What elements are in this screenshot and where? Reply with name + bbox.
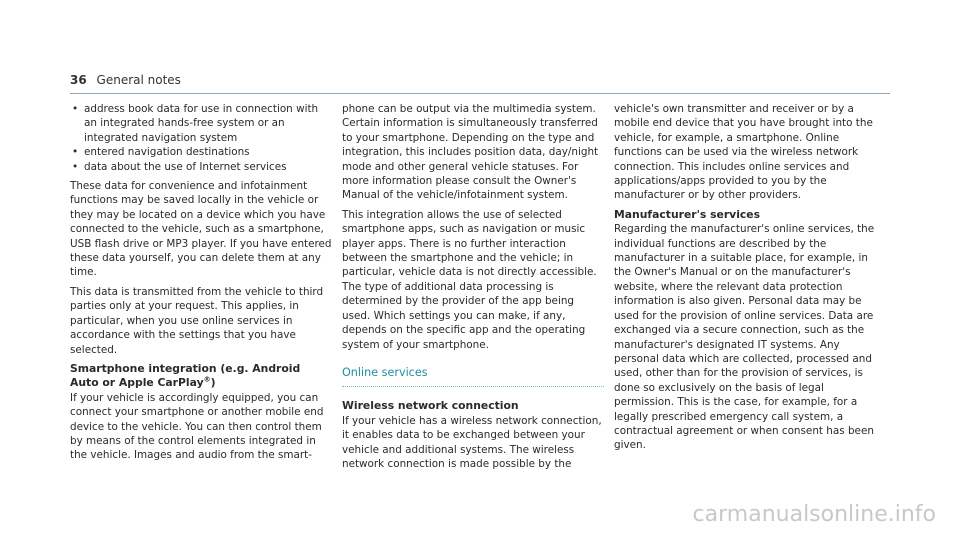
subheading-smartphone-integration: [70, 362, 332, 391]
page-number: 36: [70, 73, 87, 87]
registered-mark: ®: [203, 375, 211, 384]
section-heading-online-services: Online services: [342, 366, 604, 387]
subheading-close: ): [210, 376, 216, 390]
paragraph: phone can be output via the multimedia system. Certain information is simultaneously transferred to your smartphone. Depending on the type and integration, this includes position data, day/night mode and other general vehicle statuses. For more information please consult the Owner's Manual of the vehicle/infotainment system.: [342, 103, 599, 202]
list-item: • address book data for use in connection with an integrated hands-free system or an integrated navigation system: [70, 102, 332, 145]
page-header: [70, 73, 181, 87]
watermark: carmanualsonline.info: [692, 502, 936, 527]
paragraph: This integration allows the use of selected smartphone apps, such as navigation or music player apps. There is no further interaction between the smartphone and the vehicle; in particular, vehicle data is not directly accessible. The type of additional data processing is determined by the provider of the app being used. Which settings you can make, if any, depends on the specific app and the operating system of your smartphone.: [342, 208, 597, 351]
bullet-list: [70, 102, 332, 174]
paragraph: vehicle's own transmitter and receiver or by a mobile end device that you have brought into the vehicle, for example, a smartphone. Online functions can be used via the wireless network connection. This includes online services and applications/apps provided to you by the manufacturer or by other providers.: [614, 103, 873, 202]
subheading-wireless-network: Wireless network connection: [342, 399, 519, 413]
paragraph: Regarding the manufacturer's online services, the individual functions are described by the manufacturer in a suitable place, for example, in the Owner's Manual or on the manufacturer's website, where the relevant data protection information is also given. Personal data may be used for the provision of online services. Data are exchanged via a secure connection, such as the manufacturer's designated IT systems. Any personal data which are collected, processed and used, other than for the provision of services, is done so exclusively on the basis of legal permission. This is the case, for example, for a legally prescribed emergency call system, a contractual agreement or when consent has been given.: [614, 223, 875, 452]
list-item: • entered navigation destinations: [70, 145, 332, 159]
header-rule: [70, 93, 890, 94]
paragraph: If your vehicle has a wireless network connection, it enables data to be exchanged between your vehicle and additional systems. The wireless network connection is made possible by the: [342, 414, 602, 470]
paragraph: These data for convenience and infotainment functions may be saved locally in the vehicle or they may be located on a device which you have connected to the vehicle, such as a smartphone, USB flash drive or MP3 player. If you have entered these data yourself, you can delete them at any time.: [70, 180, 332, 279]
column-3: [614, 102, 876, 458]
paragraph: If your vehicle is accordingly equipped, you can connect your smartphone or another mobile end device to the vehicle. You can then control them by means of the control elements integrated in the vehicle. Images and audio from the smart-: [70, 391, 324, 462]
list-item: • data about the use of Internet services: [70, 160, 332, 174]
column-1: [70, 102, 332, 468]
page-section-title: General notes: [96, 73, 181, 87]
column-2: [342, 102, 604, 476]
subheading-manufacturer-services: Manufacturer's services: [614, 207, 761, 221]
subheading-text: Smartphone integration (e.g. Android Auto or Apple CarPlay: [70, 361, 301, 390]
paragraph: This data is transmitted from the vehicle to third parties only at your request. This applies, in particular, when you use online services in accordance with the settings that you have selected.: [70, 285, 324, 356]
